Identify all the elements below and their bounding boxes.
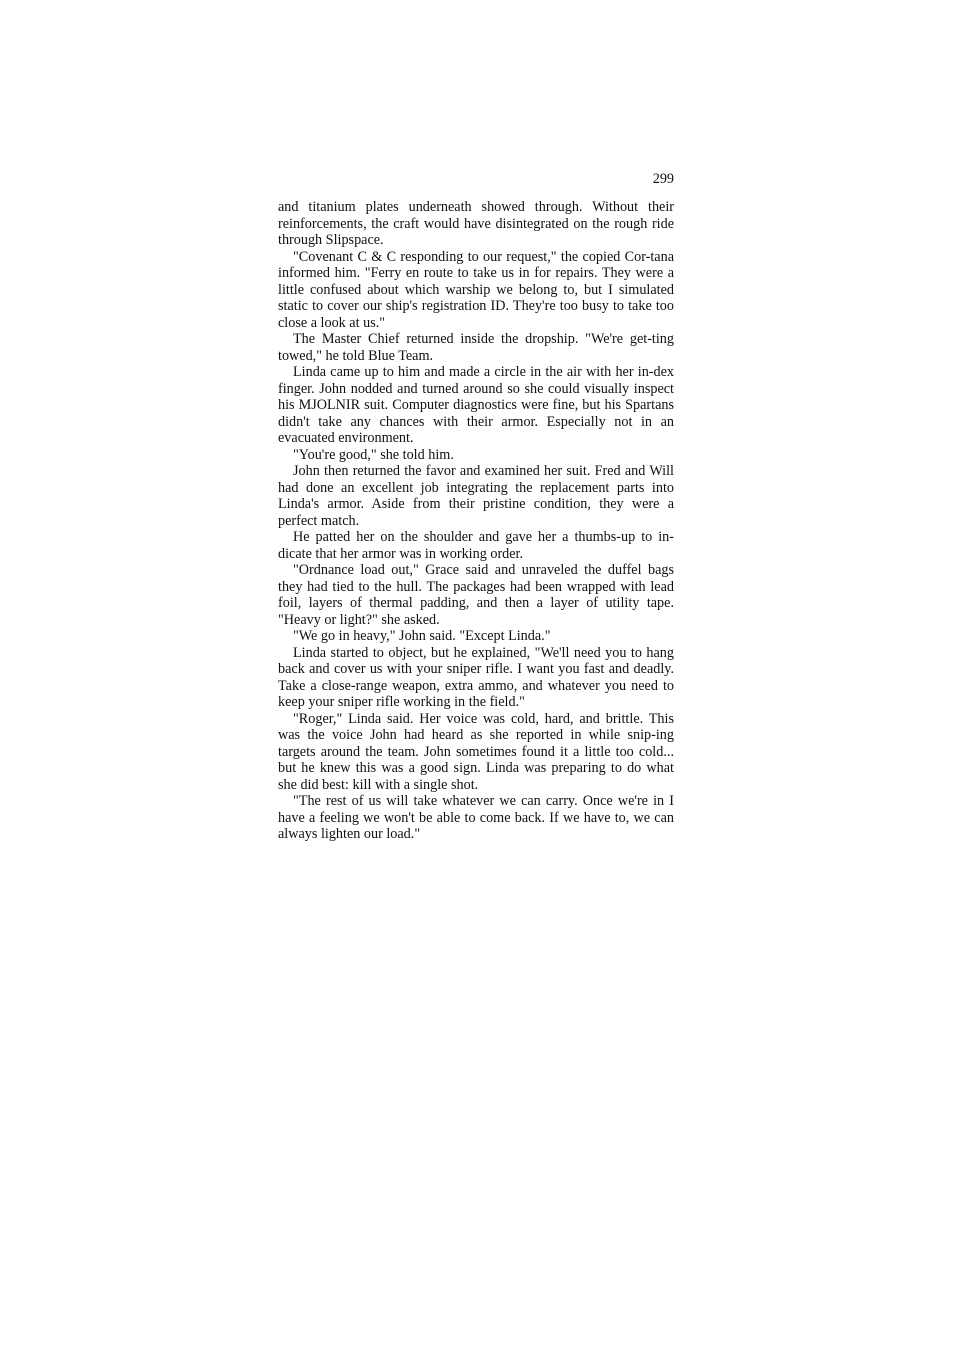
paragraph: "The rest of us will take whatever we can carry. Once we're in I have a feeling we won't be able to come back. If we have to, we can always lighten our load." [278,793,674,842]
paragraph: "You're good," she told him. [293,446,454,463]
paragraph: and titanium plates underneath showed through. Without their reinforcements, the craft would have disintegrated on the rough ride through Slipspace. [278,199,674,248]
paragraph: "Ordnance load out," Grace said and unraveled the duffel bags they had tied to the hull. The packages had been wrapped with lead foil, layers of thermal padding, and then a layer of utility tape. "Heavy or light?" she asked. [278,562,674,628]
paragraph: Linda started to object, but he explained, "We'll need you to hang back and cover us with your sniper rifle. I want you fast and deadly. Take a close-range weapon, extra ammo, and whatever you need to keep your sniper rifle working in the field." [278,644,674,710]
paragraph: "Covenant C & C responding to our request," the copied Cor-tana informed him. "Ferry en route to take us in for repairs. They were a little confused about which warship we belong to, but I simulated static to cover our ship's registration ID. They're too busy to take too close a look at us." [278,248,674,331]
page-number: 299 [652,171,674,187]
paragraph: Linda came up to him and made a circle in the air with her in-dex finger. John nodded and turned around so she could visually inspect his MJOLNIR suit. Computer diagnostics were fine, but his Spartans didn't take any chances with their armor. Especially not in an evacuated environment. [278,364,674,446]
paragraph: "Roger," Linda said. Her voice was cold, hard, and brittle. This was the voice John had heard as she reported in while snip-ing targets around the team. John sometimes found it a little too cold... but he knew this was a good sign. Linda was preparing to do what she did best: kill with a single shot. [278,710,674,793]
paragraph: "We go in heavy," John said. "Except Linda." [293,628,551,644]
paragraph: John then returned the favor and examined her suit. Fred and Will had done an excellent job integrating the replacement parts into Linda's armor. Aside from their pristine condition, they were a perfect match. [278,463,674,529]
book-page [278,170,674,843]
paragraph: The Master Chief returned inside the dropship. "We're get-ting towed," he told Blue Team. [278,331,674,364]
paragraph: He patted her on the shoulder and gave her a thumbs-up to in-dicate that her armor was in working order. [278,529,674,562]
body-text [278,199,674,843]
